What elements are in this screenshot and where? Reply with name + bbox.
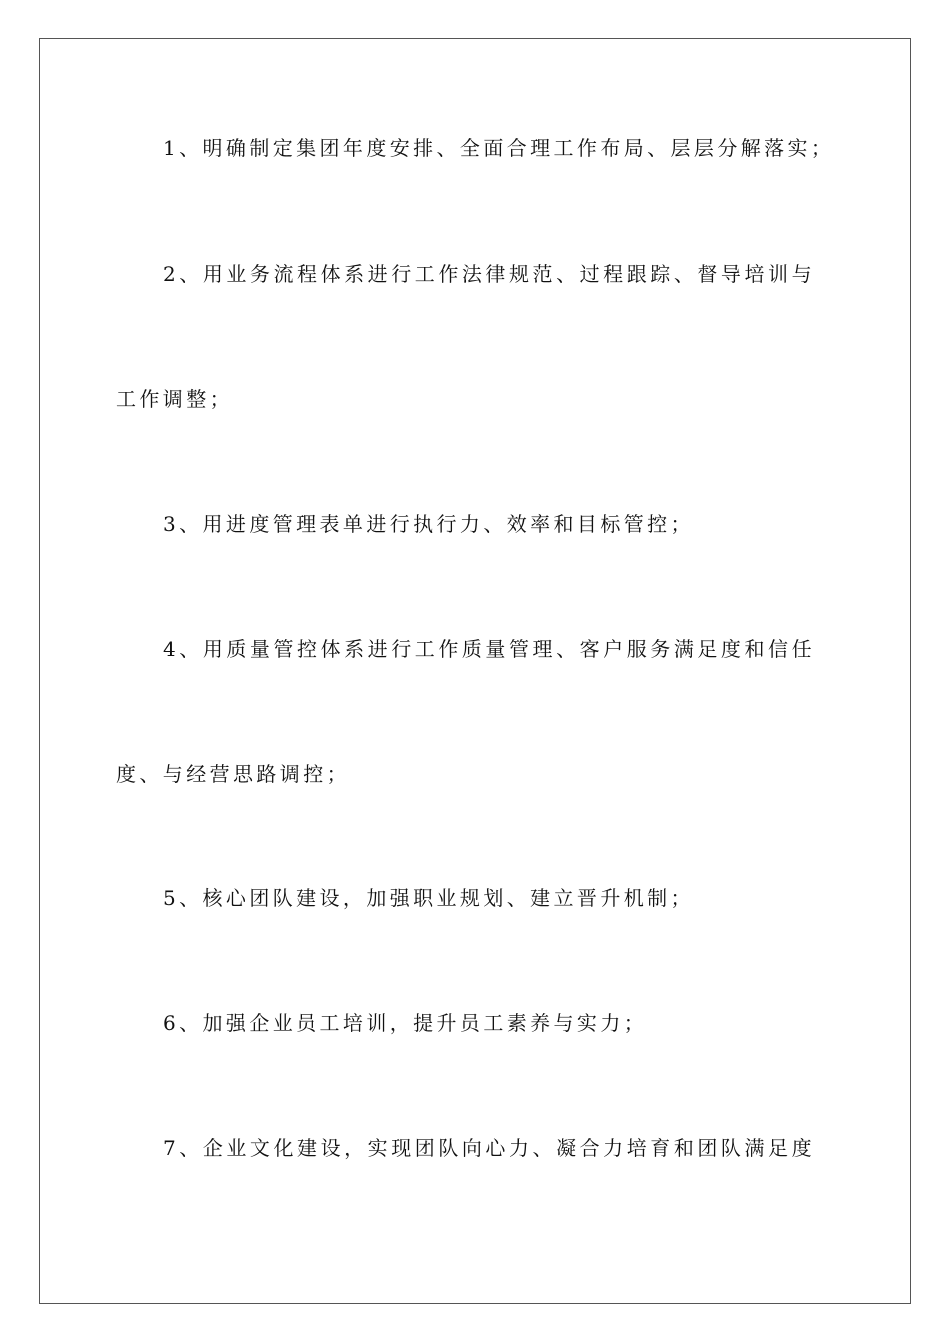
paragraph-2-line-2: 工作调整； bbox=[116, 387, 233, 411]
paragraph-4-line-1: 4、用质量管控体系进行工作质量管理、客户服务满足度和信任 bbox=[163, 637, 816, 661]
paragraph-4-line-2: 度、与经营思路调控； bbox=[116, 762, 350, 786]
paragraph-2-line-1: 2、用业务流程体系进行工作法律规范、过程跟踪、督导培训与 bbox=[163, 262, 816, 286]
paragraph-6-line-1: 6、加强企业员工培训，提升员工素养与实力； bbox=[163, 1011, 648, 1035]
page-border bbox=[39, 38, 911, 1304]
paragraph-5-line-1: 5、核心团队建设，加强职业规划、建立晋升机制； bbox=[163, 886, 694, 910]
paragraph-1-line-1: 1、明确制定集团年度安排、全面合理工作布局、层层分解落实； bbox=[163, 136, 835, 160]
paragraph-7-line-1: 7、企业文化建设，实现团队向心力、凝合力培育和团队满足度 bbox=[163, 1136, 816, 1160]
paragraph-3-line-1: 3、用进度管理表单进行执行力、效率和目标管控； bbox=[163, 512, 694, 536]
